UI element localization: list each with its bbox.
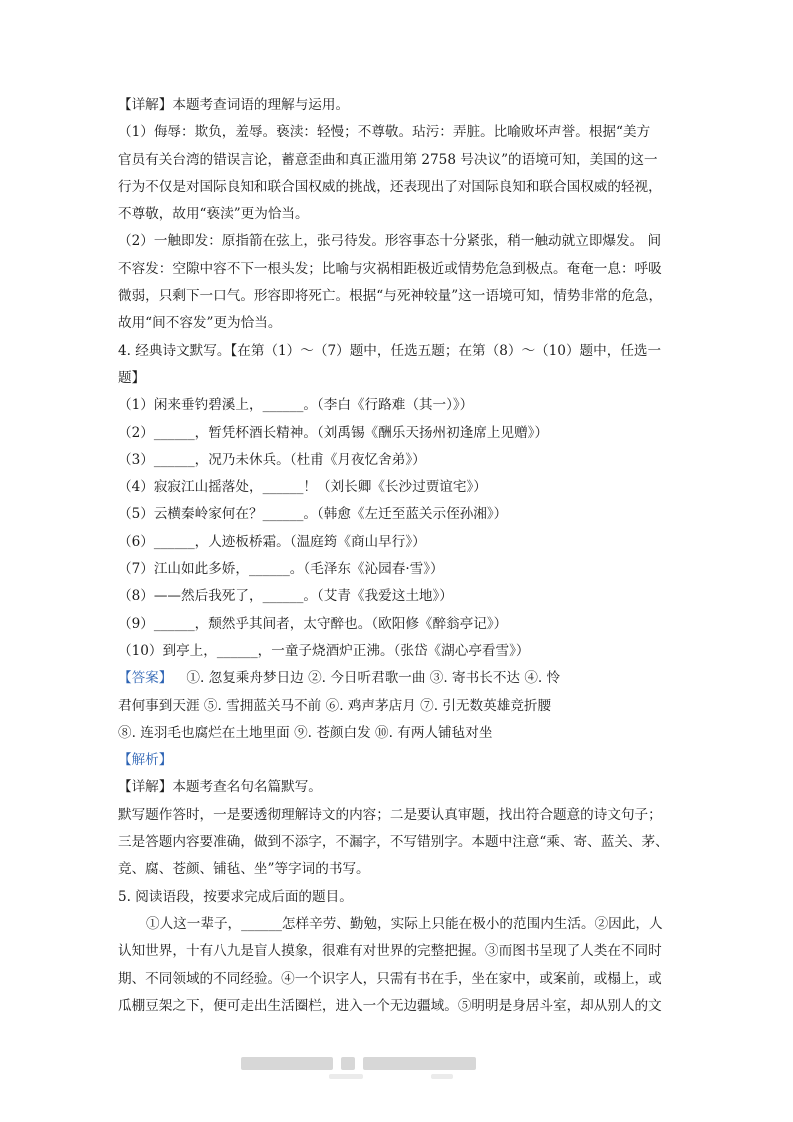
question-4-title-cont: 题】 xyxy=(118,369,146,386)
answer-text: ①. 忽复乘舟梦日边 ②. 今日听君歌一曲 ③. 寄书长不达 ④. 怜 xyxy=(186,670,561,687)
question-4-title: 4. 经典诗文默写。【在第（1）～（7）题中，任选五题；在第（8）～（10）题中，任选一 xyxy=(118,342,662,359)
question-5-title: 5. 阅读语段，按要求完成后面的题目。 xyxy=(118,888,353,905)
detail-line: 三是答题内容要准确，做到不添字，不漏字，不写错别字。本题中注意“乘、寄、蓝关、茅、 xyxy=(118,834,669,851)
poem-item: （1）闲来垂钓碧溪上，______。（李白《行路难（其一）》） xyxy=(118,397,474,414)
explanation-1-line: 不尊敬，故用“亵渎”更为恰当。 xyxy=(118,206,309,223)
explanation-2-line: （2）一触即发：原指箭在弦上，张弓待发。形容事态十分紧张，稍一触动就立即爆发。 间 xyxy=(118,233,662,250)
blurred-footer-watermark xyxy=(241,1057,476,1070)
poem-item: （3）______，况乃未休兵。（杜甫《月夜忆舍弟》） xyxy=(118,451,426,468)
reading-passage-line: 瓜棚豆架之下，便可走出生活圈栏，进入一个无边疆域。⑤明明是身居斗室，却从别人的文 xyxy=(118,997,662,1014)
answer-line: ⑧. 连羽毛也腐烂在土地里面 ⑨. 苍颜白发 ⑩. 有两人铺毡对坐 xyxy=(118,724,493,741)
detail-line: 竞、腐、苍颜、铺毡、坐”等字词的书写。 xyxy=(118,861,370,878)
explanation-2-line: 不容发：空隙中容不下一根头发；比喻与灾祸相距极近或情势危急到极点。奄奄一息：呼吸 xyxy=(118,260,662,277)
detail-heading-1: 【详解】本题考查词语的理解与运用。 xyxy=(118,97,350,113)
explanation-1-line: （1）侮辱：欺负，羞辱。亵渎：轻慢；不尊敬。玷污：弄脏。比喻败坏声誉。根据“美方 xyxy=(118,124,651,141)
answer-line xyxy=(118,665,678,692)
poem-item: （6）______，人迹板桥霜。（温庭筠《商山早行》） xyxy=(118,533,426,550)
document-page xyxy=(118,92,678,1020)
analysis-label: 【解析】 xyxy=(118,752,173,769)
poem-item: （9）______，颓然乎其间者，太守醉也。（欧阳修《醉翁亭记》） xyxy=(118,615,508,632)
reading-passage-line: 期、不同领域的不同经验。④一个识字人，只需有书在手，坐在家中，或案前，或榻上，或 xyxy=(118,970,662,987)
poem-item: （8）——然后我死了，______。（艾青《我爱这土地》） xyxy=(118,588,453,605)
answer-line: 君何事到天涯 ⑤. 雪拥蓝关马不前 ⑥. 鸡声茅店月 ⑦. 引无数英雄竞折腰 xyxy=(118,697,552,714)
explanation-1-line: 官员有关台湾的错误言论，蓄意歪曲和真正滥用第 2758 号决议”的语境可知，美国的这一 xyxy=(118,151,658,168)
poem-item: （7）江山如此多娇，______。（毛泽东《沁园春·雪》） xyxy=(118,561,444,578)
explanation-2-line: 故用“间不容发”更为恰当。 xyxy=(118,315,282,332)
explanation-1-line: 行为不仅是对国际良知和联合国权威的挑战，还表现出了对国际良知和联合国权威的轻视， xyxy=(118,178,662,195)
poem-item: （2）______，暂凭杯酒长精神。（刘禹锡《酬乐天扬州初逢席上见赠》） xyxy=(118,424,549,441)
explanation-2-line: 微弱，只剩下一口气。形容即将死亡。根据“与死神较量”这一语境可知，情势非常的危急， xyxy=(118,288,663,305)
reading-passage-line: ①人这一辈子，______怎样辛劳、勤勉，实际上只能在极小的范围内生活。②因此，人 xyxy=(146,915,663,932)
poem-item: （10）到亭上，______，一童子烧酒炉正沸。（张岱《湖心亭看雪》） xyxy=(118,642,530,659)
reading-passage-line: 认知世界，十有八九是盲人摸象，很难有对世界的完整把握。③而图书呈现了人类在不同时 xyxy=(118,943,662,960)
poem-item: （5）云横秦岭家何在？______。（韩愈《左迁至蓝关示侄孙湘》） xyxy=(118,506,508,523)
poem-item: （4）寂寂江山摇落处，______！（刘长卿《长沙过贾谊宅》） xyxy=(118,479,487,496)
detail-line: 默写题作答时，一是要透彻理解诗文的内容；二是要认真审题，找出符合题意的诗文句子； xyxy=(118,806,662,823)
detail-heading-2: 【详解】本题考查名句名篇默写。 xyxy=(118,779,322,796)
answer-label: 【答案】 xyxy=(118,670,173,687)
